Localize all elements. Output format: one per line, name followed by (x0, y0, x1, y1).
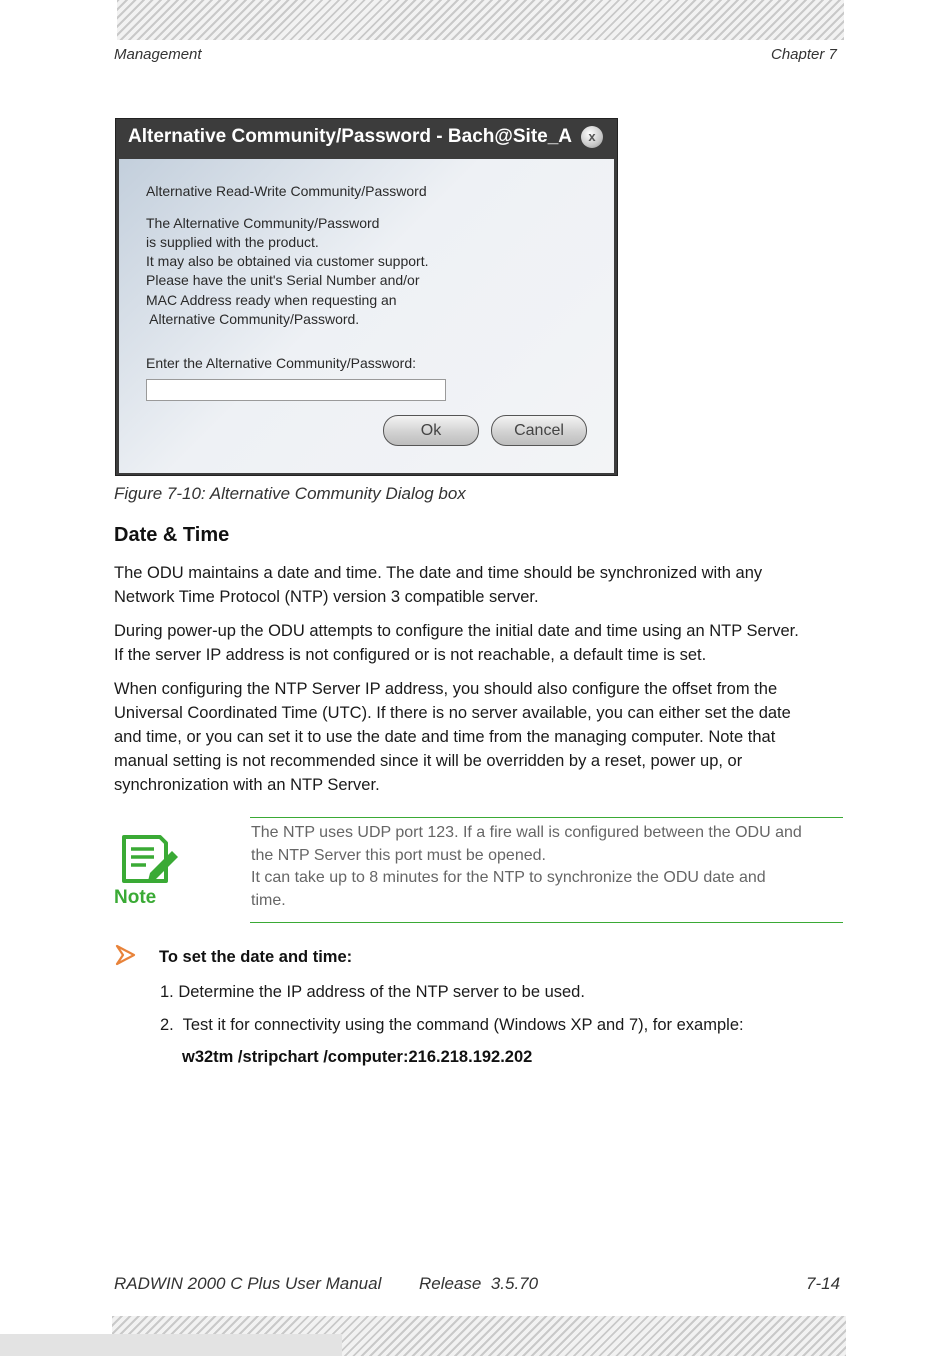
note-bottom-rule (250, 922, 843, 923)
note-label: Note (114, 887, 157, 908)
paragraph-line: and time, or you can set it to use the date and time from the managing computer. Note that (114, 728, 776, 746)
procedure-title: To set the date and time: (159, 948, 353, 966)
paragraph-line: When configuring the NTP Server IP address, you should also configure the offset from the (114, 680, 778, 698)
paragraph-line: If the server IP address is not configured or is not reachable, a default time is set. (114, 646, 707, 664)
note-line: the NTP Server this port must be opened. (251, 846, 546, 864)
section-heading: Date & Time (114, 524, 230, 546)
procedure-step: 2. Test it for connectivity using the command (Windows XP and 7), for example: (160, 1016, 744, 1034)
alternative-community-dialog (115, 118, 618, 476)
ok-button[interactable]: Ok (383, 415, 479, 446)
cancel-button[interactable]: Cancel (491, 415, 587, 446)
paragraph-line: Universal Coordinated Time (UTC). If there is no server available, you can either set the date (114, 704, 791, 722)
paragraph-line: Network Time Protocol (NTP) version 3 compatible server. (114, 588, 539, 606)
note-pencil-icon (120, 833, 182, 885)
dialog-info-line: MAC Address ready when requesting an (146, 292, 397, 308)
dialog-info-line: The Alternative Community/Password (146, 215, 380, 231)
paragraph (114, 619, 844, 667)
paragraph-line: The ODU maintains a date and time. The date and time should be synchronized with any (114, 564, 763, 582)
footer-gray-bar (0, 1334, 342, 1356)
dialog-info-line: It may also be obtained via customer support. (146, 253, 429, 269)
note-top-rule (250, 817, 843, 818)
dialog-body (119, 159, 614, 473)
note-line: time. (251, 891, 286, 909)
dialog-section-label: Alternative Read-Write Community/Password (146, 183, 427, 199)
dialog-info-line: is supplied with the product. (146, 234, 319, 250)
paragraph (114, 677, 844, 797)
note-line: The NTP uses UDP port 123. If a fire wall is configured between the ODU and (251, 824, 802, 841)
note-line: It can take up to 8 minutes for the NTP to synchronize the ODU date and (251, 869, 766, 886)
footer-release: Release 3.5.70 (419, 1274, 539, 1293)
footer-page-number: 7-14 (806, 1274, 841, 1293)
figure-caption: Figure 7-10: Alternative Community Dialog box (114, 484, 466, 503)
paragraph-line: synchronization with an NTP Server. (114, 776, 380, 794)
note-text (251, 822, 851, 912)
dialog-info-line: Alternative Community/Password. (146, 311, 360, 327)
procedure-arrow-icon (114, 944, 136, 966)
header-chapter: Chapter 7 (771, 46, 837, 63)
paragraph-line: manual setting is not recommended since it will be overridden by a reset, power up, or (114, 752, 743, 770)
dialog-info-line: Please have the unit's Serial Number and/or (146, 272, 420, 288)
dialog-title: Alternative Community/Password - Bach@Site_A (128, 126, 573, 147)
header-hatch-band (117, 0, 844, 40)
header-section-title: Management (114, 46, 202, 63)
password-input[interactable] (146, 379, 446, 401)
password-prompt-label: Enter the Alternative Community/Password: (146, 355, 417, 371)
paragraph-line: During power-up the ODU attempts to configure the initial date and time using an NTP Server. (114, 622, 799, 640)
footer-manual-name: RADWIN 2000 C Plus User Manual (114, 1274, 382, 1293)
paragraph (114, 561, 844, 609)
command-example: w32tm /stripchart /computer:216.218.192.202 (182, 1048, 533, 1066)
close-icon[interactable]: x (581, 126, 603, 148)
procedure-step: 1. Determine the IP address of the NTP server to be used. (160, 983, 585, 1001)
